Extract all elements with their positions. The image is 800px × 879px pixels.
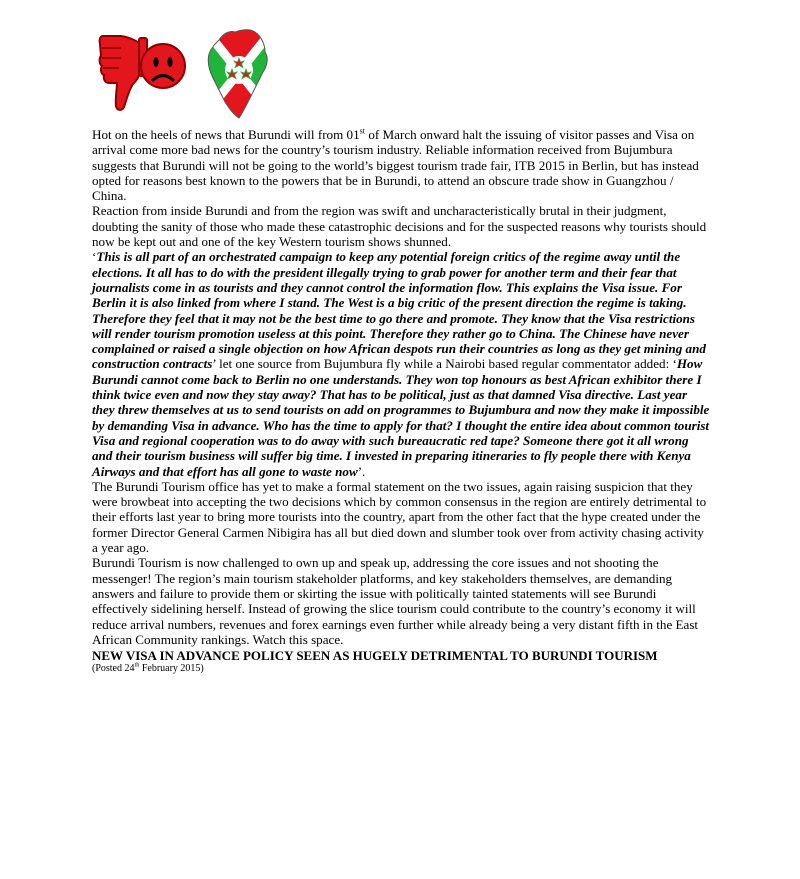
thumbs-down-sad-face-icon (95, 22, 195, 122)
paragraph-3 (92, 249, 710, 478)
paragraph-1-text-a: Hot on the heels of news that Burundi will from 01 (92, 127, 360, 142)
paragraph-5: Burundi Tourism is now challenged to own up and speak up, addressing the core issues and not shooting the messenger! The region’s main tourism stakeholder platforms, and key stakeholders themselves, are demanding answers and failure to provide them or skirting the issue with politically tainted statements will see Burundi effectively sidelining herself. Instead of growing the slice tourism could contribute to the country’s economy it will reduce arrival numbers, revenues and forex earnings even further while already being a very distant fifth in the East African Community rankings. Watch this space. (92, 555, 699, 647)
posted-date-text-b: February 2015) (139, 663, 204, 674)
quote-attribution: ’ let one source from Bujumbura fly while a Nairobi based regular commentator added: ‘ (212, 356, 677, 372)
article-headline: NEW VISA IN ADVANCE POLICY SEEN AS HUGELY DETRIMENTAL TO BURUNDI TOURISM (92, 648, 658, 663)
burundi-flag-map-icon (199, 22, 279, 122)
posted-date (92, 663, 492, 675)
ordinal-suffix: st (359, 126, 366, 136)
paragraph-2: Reaction from inside Burundi and from the region was swift and uncharacteristically brutal in their judgment, doubting the sanity of those who made these catastrophic decisions and for the suspected reasons why tourists should now be kept out and one of the key Western tourism shows shunned. (92, 203, 707, 250)
quote-source-bujumbura: This is all part of an orchestrated campaign to keep any potential foreign critics of the regime away until the elections. It all has to do with the president illegally trying to grab power for another term and their fear that journalists come in as tourists and they cannot control the information flow. This explains the Visa issue. For Berlin it is also linked from where I stand. The West is a big critic of the present direction the regime is taking. Therefore they feel that it may not be the best time to go there and promote. They know that the Visa restrictions will render tourism promotion useless at this point. Therefore they rather go to China. The Chinese have never complained or raised a single objection on how African despots run their countries as long as they get mining and construction contracts (92, 249, 706, 372)
quote-open-mark: ‘ (92, 249, 97, 265)
quote-close-mark: ’. (357, 463, 366, 479)
paragraph-1-text-b: of March onward halt the issuing of visitor passes and Visa on arrival come more bad news for the country’s tourism industry. Reliable information received from Bujumbura suggests that Burundi will not be going to the world’s biggest tourism trade fair, ITB 2015 in Berlin, but has instead opted for reasons best known to the powers that be in Burundi, to attend an obscure trade show in Guangzhou / China. (92, 127, 699, 204)
posted-date-suffix: th (134, 661, 140, 669)
posted-date-text-a: (Posted 24 (92, 663, 135, 674)
header-images (95, 22, 285, 122)
quote-source-nairobi: How Burundi cannot come back to Berlin no one understands. They won top honours as best African exhibitor there I think twice even and now they stay away? That has to be political, just as that damned Visa directive. Last year they threw themselves at us to send tourists on add on programmes to Bujumbura and now they make it impossible by demanding Visa in advance. Who has the time to apply for that? I thought the entire idea about common tourist Visa and regional cooperation was to do away with such bureaucratic red tape? Someone there got it all wrong and their tourism business will suffer big time. I invested in preparing itineraries to fly people there with Kenya Airways and that effort has all gone to waste now (92, 356, 710, 479)
paragraph-4: The Burundi Tourism office has yet to make a formal statement on the two issues, again raising suspicion that they were browbeat into accepting the two decisions which by common consensus in the region are entirely detrimental to their efforts last year to bring more tourists into the country, apart from the other fact that the hype created under the former Director General Carmen Nibigira has all but died down and slumber took over from activity chasing activity a year ago. (92, 478, 707, 556)
article-body (92, 127, 710, 647)
paragraph-1 (92, 127, 710, 203)
